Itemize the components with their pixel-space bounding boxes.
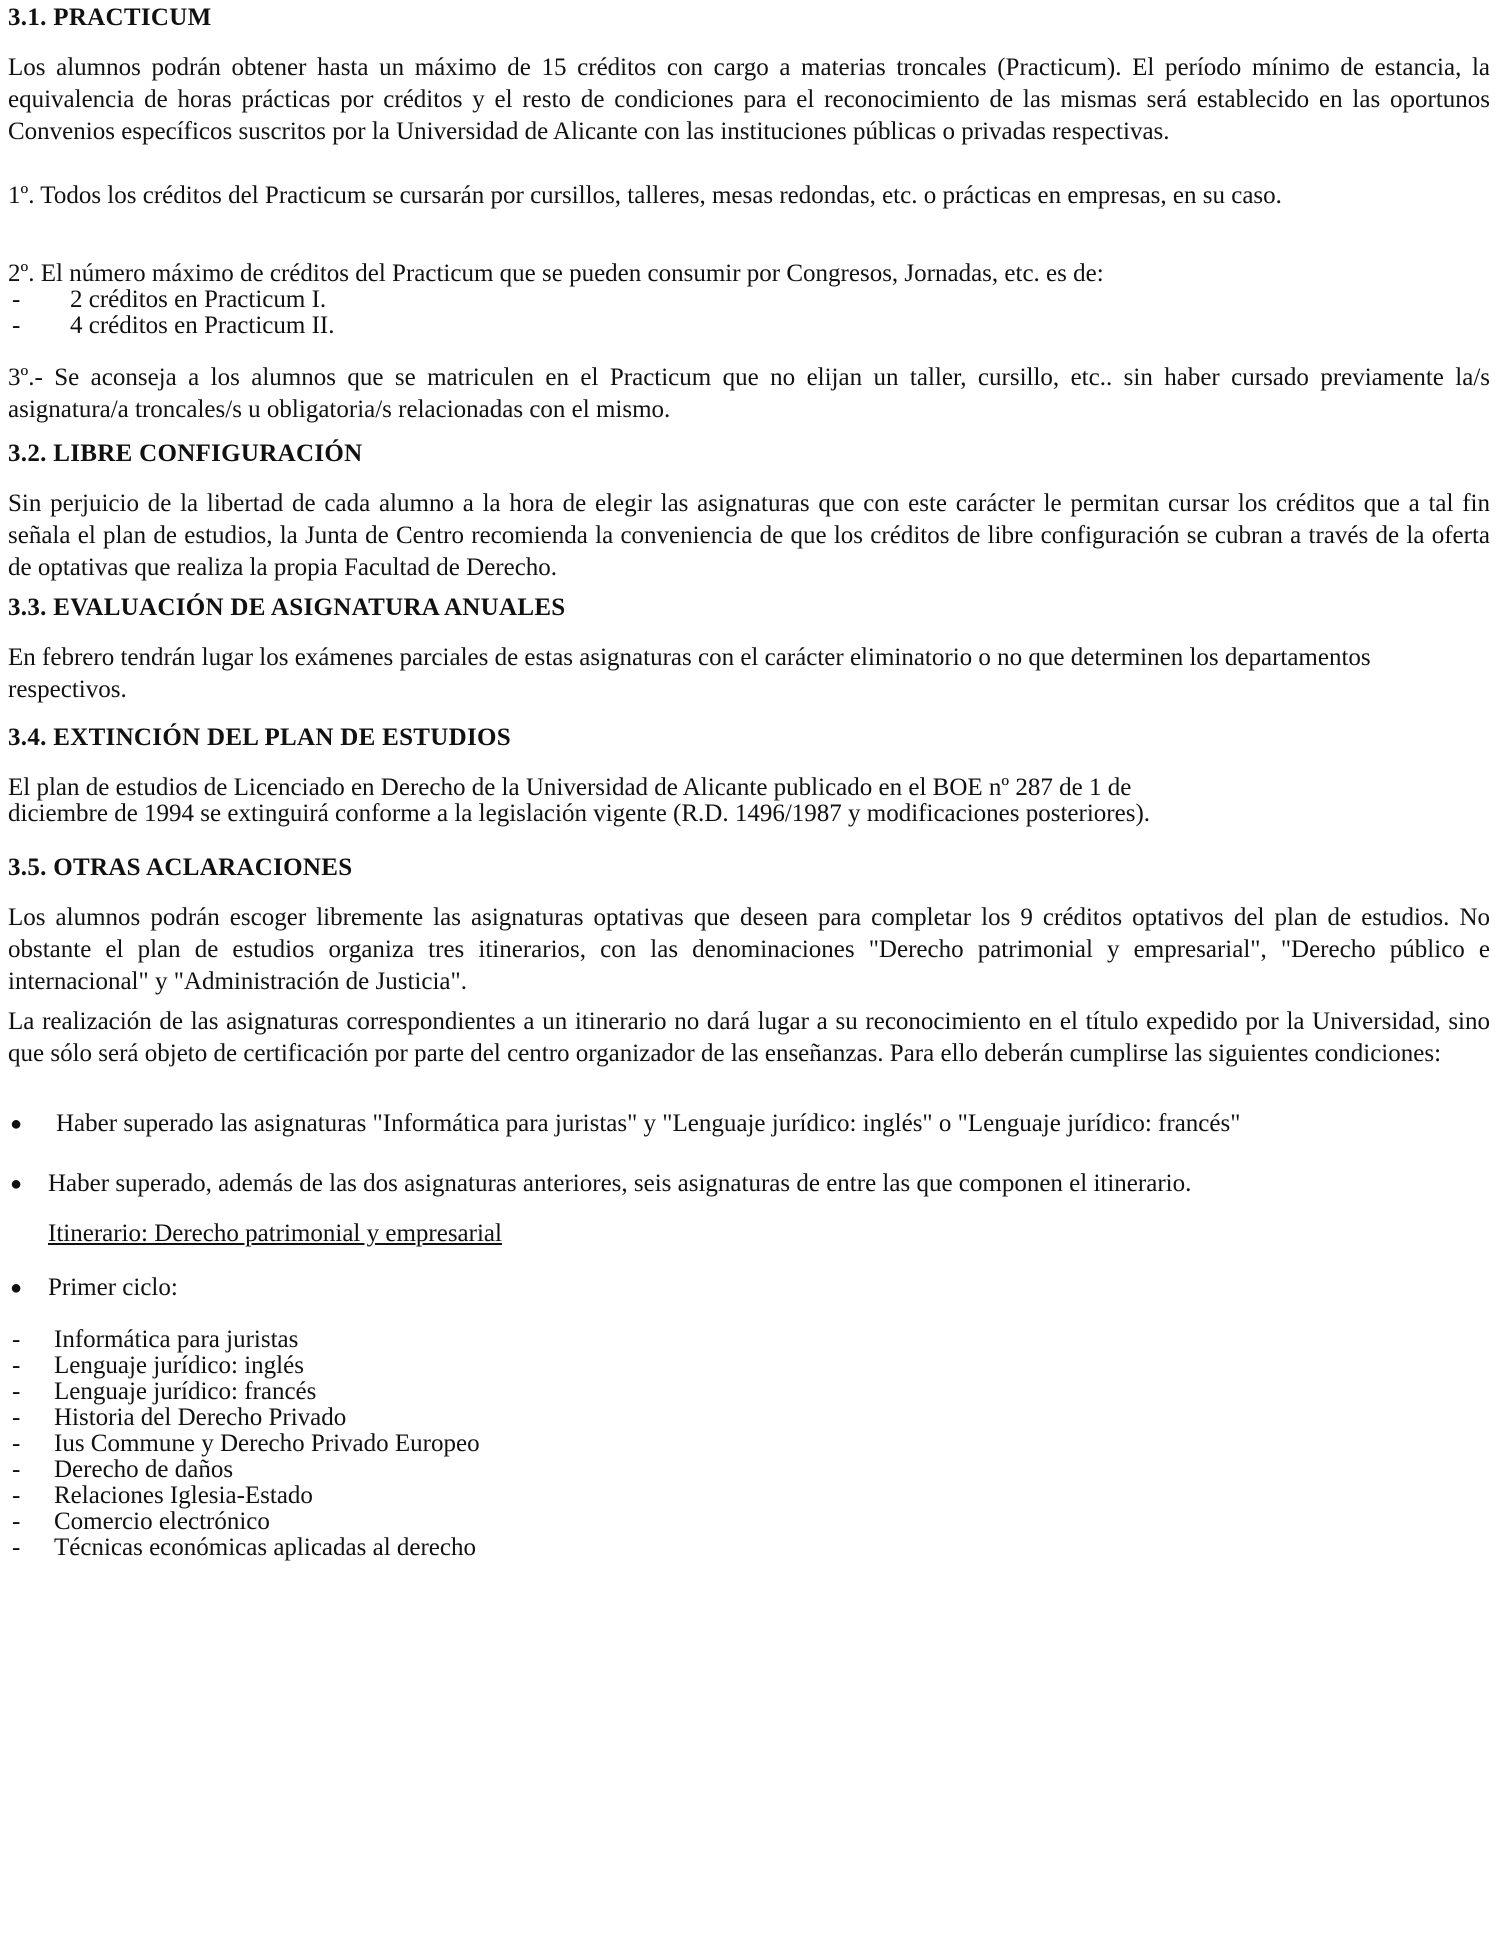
dash-marker: - (12, 312, 21, 339)
evaluacion-text: En febrero tendrán lugar los exámenes parciales de estas asignaturas con el carácter eliminatorio o no que determinen los departamentos respectivos. (8, 644, 1371, 703)
section-title-otras: 3.5. OTRAS ACLARACIONES (8, 854, 353, 881)
practicum-point-2: 2º. El número máximo de créditos del Practicum que se pueden consumir por Congresos, Jornadas, etc. es de: (8, 260, 1104, 287)
practicum-intro: Los alumnos podrán obtener hasta un máximo de 15 créditos con cargo a materias troncales (Practicum). El período mínimo de estancia, la equivalencia de horas prácticas por créditos y el resto de condiciones para el reconocimiento de las mismas será establecido en las oportunos Convenios específicos suscritos por la Universidad de Alicante con las instituciones públicas o privadas respectivas. (8, 54, 1490, 145)
extincion-line-2: diciembre de 1994 se extinguirá conforme a la legislación vigente (R.D. 1496/1987 y modificaciones posteriores). (8, 800, 1151, 827)
bullet-icon: ● (10, 1277, 23, 1299)
libre-text: Sin perjuicio de la libertad de cada alumno a la hora de elegir las asignaturas que con este carácter le permitan cursar los créditos que a tal fin señala el plan de estudios, la Junta de Centro recomienda la conveniencia de que los créditos de libre configuración se cubran a través de la oferta de optativas que realiza la propia Facultad de Derecho. (8, 490, 1490, 581)
otras-text-2: La realización de las asignaturas correspondientes a un itinerario no dará lugar a su reconocimiento en el título expedido por la Universidad, sino que sólo será objeto de certificación por parte del centro organizador de las enseñanzas. Para ello deberán cumplirse las siguientes condiciones: (8, 1008, 1490, 1067)
section-title-evaluacion: 3.3. EVALUACIÓN DE ASIGNATURA ANUALES (8, 594, 566, 621)
section-title-practicum: 3.1. PRACTICUM (8, 4, 212, 31)
section-title-extincion: 3.4. EXTINCIÓN DEL PLAN DE ESTUDIOS (8, 724, 511, 751)
bullet-icon: ● (10, 1113, 23, 1135)
practicum-point-1: 1º. Todos los créditos del Practicum se cursarán por cursillos, talleres, mesas redondas, etc. o prácticas en empresas, en su caso. (8, 182, 1282, 209)
extincion-line-1: El plan de estudios de Licenciado en Derecho de la Universidad de Alicante publicado en el BOE nº 287 de 1 de (8, 774, 1132, 801)
otras-text-1: Los alumnos podrán escoger libremente las asignaturas optativas que deseen para completar los 9 créditos optativos del plan de estudios. No obstante el plan de estudios organiza tres itinerarios, con las denominaciones "Derecho patrimonial y empresarial", "Derecho público e internacional" y "Administración de Justicia". (8, 904, 1490, 995)
bullet-icon: ● (10, 1173, 23, 1195)
section-title-libre: 3.2. LIBRE CONFIGURACIÓN (8, 440, 363, 467)
practicum-point-3: 3º.- Se aconseja a los alumnos que se matriculen en el Practicum que no elijan un taller, cursillo, etc.. sin haber cursado previamente la/s asignatura/a troncales/s u obligatoria/s relacionadas con el mismo. (8, 364, 1490, 423)
dash-marker: - (12, 286, 21, 313)
itinerary-title: Itinerario: Derecho patrimonial y empresarial (48, 1220, 502, 1247)
